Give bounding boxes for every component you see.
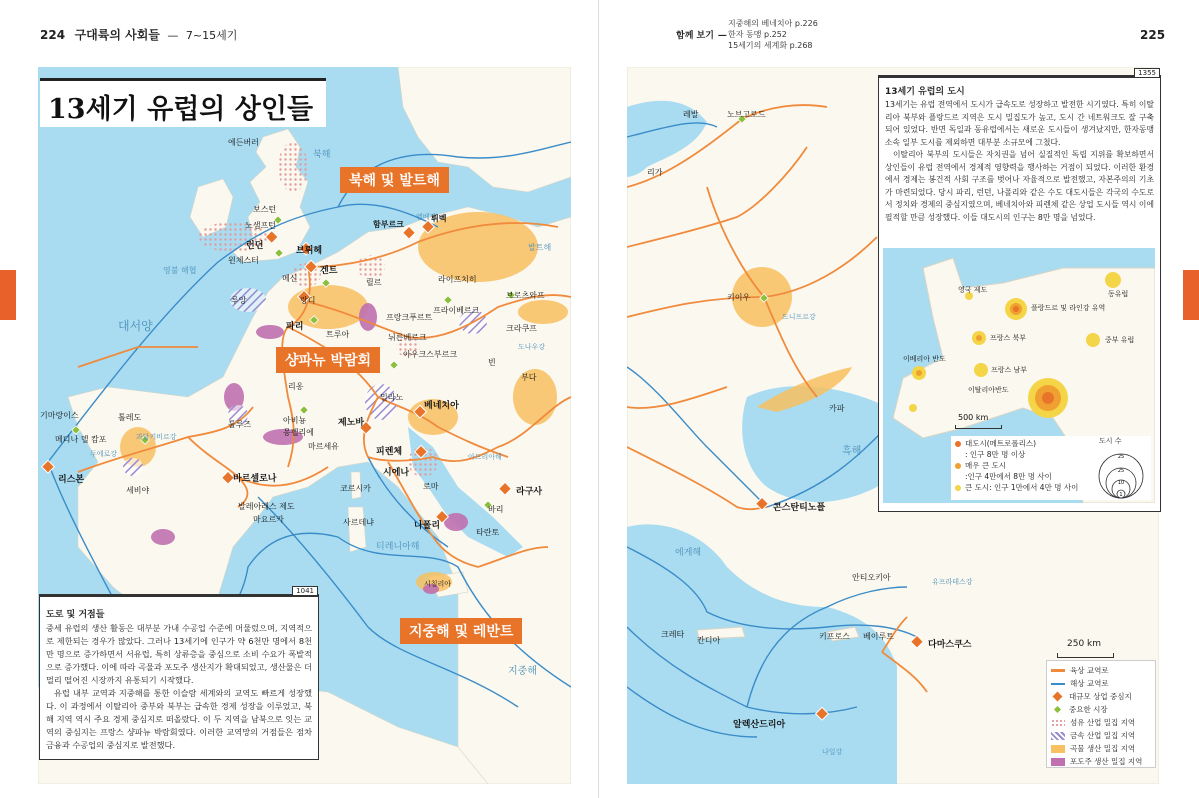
- page-number-right: 225: [1140, 28, 1166, 42]
- river-label-dnieper: 드니프르강: [782, 313, 816, 321]
- size-label: 25: [1117, 454, 1125, 460]
- city-bubble: [976, 335, 982, 341]
- inset-paragraph: 이탈리아 북부의 도시들은 자치권을 넘어 실질적인 독립 지위를 확보하면서 상인들이 유럽 전역에서 경제적 영향력을 행사하는 거점이 되었다. 이러한 환경에서 경제는 봉건적 사회 구조를 벗어나 자율적으로 발전했고, 자본주의의 기초가 마련되었다. 당시 파리, 런던, 나폴리와 같은 수도 대도시들은 각국의 수도로서 정치와 경제의 중심지였으며, 베네치아와 피렌체 같은 상업 도시들 역시 이에 필적할 만큼 성장했다. 이들 대도시의 인구는 8만 명을 넘었다.: [885, 150, 1154, 222]
- sea-label-adriatic: 아드리아해: [468, 453, 502, 461]
- city-bubble: [1013, 306, 1019, 312]
- sea-label-black-sea: 흑해: [842, 446, 862, 457]
- inset-region: 동유럽: [1108, 290, 1129, 298]
- gutter: [598, 0, 599, 798]
- city-label: 아우크스부르크: [403, 350, 458, 359]
- city-label: 나폴리: [414, 521, 441, 531]
- inset-legend-row: 큰 도시: 인구 1만에서 4만 명 사이: [955, 482, 1147, 493]
- legend-row: 포도주 생산 밀집 지역: [1051, 755, 1151, 768]
- city-label: 파리: [286, 322, 304, 332]
- city-label: 톨레도: [118, 413, 142, 422]
- city-label: 세비야: [126, 486, 150, 495]
- city-label: 메신: [282, 274, 298, 283]
- city-label: 피렌체: [376, 447, 403, 457]
- river-label-nile: 나일강: [822, 748, 843, 756]
- city-label: 바리: [488, 505, 504, 514]
- city-label: 리옹: [288, 382, 304, 391]
- see-also-refs: [728, 18, 818, 51]
- city-label: 리스본: [58, 475, 85, 485]
- city-label: 시에나: [383, 468, 410, 478]
- city-label: 레발: [683, 110, 699, 119]
- textile-zone: [278, 142, 308, 192]
- city-label: 다마스쿠스: [928, 640, 972, 650]
- chapter-title: 구대륙의 사회들: [74, 28, 160, 42]
- river-label-elbe: 엘베강: [416, 213, 437, 221]
- city-label: 마르세유: [308, 442, 339, 451]
- city-label: 윈체스터: [228, 256, 259, 265]
- wine-zone: [256, 325, 284, 339]
- inset-region: 영국 제도: [958, 286, 988, 294]
- city-label: 콘스탄티노플: [773, 503, 826, 513]
- routes-paragraph: 유럽 내부 교역과 지중해를 통한 이슬람 세계와의 교역도 빠르게 성장했다. 이 과정에서 이탈리아 중부와 북부는 급속한 경제 성장을 이루었고, 북해 지역 역시 주요 경제 중심지로 떠올랐다. 이 두 지역을 남북으로 잇는 교역의 중심지는 프랑스 샹파뉴 박람회였다. 이러한 교역망의 거점들은 점차 금융과 수공업의 중심지로 발전했다.: [46, 688, 312, 750]
- year-marker-left: 1041: [292, 586, 318, 596]
- metal-zone: [123, 458, 143, 476]
- wine-zone: [359, 303, 377, 331]
- city-bubble: [1086, 333, 1100, 347]
- city-label: 크라쿠프: [506, 324, 537, 333]
- river-label-guadalquivir: 과달키비르강: [136, 433, 177, 441]
- city-label: 릴르: [366, 278, 382, 287]
- major-center-marker: [42, 460, 55, 473]
- region-tag-north: 북해 및 발트해: [340, 167, 449, 193]
- city-label: 겐트: [320, 266, 338, 276]
- city-label: 키이우: [727, 293, 751, 302]
- legend-row: 중요한 시장: [1051, 703, 1151, 716]
- sea-label-tyrrhenian: 티레니아해: [376, 542, 420, 552]
- wine-zone: [151, 529, 175, 545]
- left-header: 224 구대륙의 사회들 — 7~15세기: [40, 28, 238, 42]
- scale-bar-right: [1057, 653, 1114, 658]
- city-label: 랑디: [300, 296, 316, 305]
- sea-label-channel: 영불 해협: [163, 266, 197, 275]
- inset-region: 프랑스 북부: [990, 334, 1027, 342]
- inset-box: [878, 69, 1161, 512]
- scale-label-right: 250 km: [1067, 639, 1102, 649]
- inset-map: [883, 248, 1155, 503]
- inset-paragraph: 13세기는 유럽 전역에서 도시가 급속도로 성장하고 발전한 시기였다. 특히 이탈리아 북부와 플랑드르 지역은 도시 밀집도가 높고, 도시 간 네트워크도 잘 구축되어 있었다. 반면 독일과 동유럽에서는 새로운 도시들이 생겨났지만, 한자동맹 소속 일부 도시를 제외하면 대부분 소규모에 그쳤다.: [885, 100, 1154, 147]
- city-label: 브뤼헤: [296, 246, 323, 256]
- city-label: 베이루트: [863, 632, 894, 641]
- city-label: 부다: [521, 373, 537, 382]
- city-label: 노브고로드: [727, 110, 766, 119]
- city-label: 런던: [246, 241, 264, 251]
- river-label-euphrates: 유프라테스강: [932, 578, 973, 586]
- inset-heading: 13세기 유럽의 도시: [885, 87, 965, 97]
- inset-legend-row: : 인구 8만 명 이상: [965, 450, 1026, 459]
- sea-label-mediterranean: 지중해: [508, 666, 537, 677]
- city-label: 노샘프턴: [245, 221, 276, 230]
- sea-label-aegean: 에게해: [675, 548, 702, 558]
- city-label: 제노바: [338, 418, 365, 428]
- city-label: 브로츠와프: [506, 291, 545, 300]
- map-title-box: [40, 78, 326, 127]
- city-label: 뤼벡: [431, 214, 447, 223]
- city-label: 마요르카: [253, 515, 284, 524]
- map-title: 13세기 유럽의 상인들: [48, 94, 314, 125]
- city-label: 타란토: [476, 528, 500, 537]
- inset-legend: [951, 436, 1151, 500]
- right-thumb-tab: [1183, 270, 1199, 320]
- land-route: [78, 347, 198, 367]
- city-label: 프랑크푸르트: [386, 313, 433, 322]
- city-label: 에든버러: [228, 138, 259, 147]
- city-label: 리가: [647, 168, 663, 177]
- city-label: 메디나 델 캄포: [55, 435, 107, 444]
- city-label: 기마랑이스: [40, 411, 79, 420]
- region-tag-champagne: 샹파뉴 박람회: [276, 347, 380, 373]
- size-label: 10: [1117, 480, 1125, 486]
- inset-region: 중부 유럽: [1105, 336, 1135, 344]
- routes-heading: 도로 및 거점들: [46, 610, 105, 620]
- city-label: 프라이베르크: [433, 306, 480, 315]
- city-bubble: [1042, 392, 1054, 404]
- grain-zone: [518, 300, 568, 324]
- city-label: 빈: [488, 358, 496, 367]
- inset-legend-row: :인구 4만에서 8만 명 사이: [965, 472, 1052, 481]
- city-label: 코르시카: [340, 484, 371, 493]
- legend-row: 금속 산업 밀집 지역: [1051, 729, 1151, 742]
- legend-row: 대규모 상업 중심지: [1051, 690, 1151, 703]
- city-bubble: [909, 404, 917, 412]
- chapter-subtitle: 7~15세기: [185, 29, 238, 42]
- city-label: 시칠리아: [424, 580, 452, 588]
- city-label: 칸디아: [697, 636, 721, 645]
- city-label: 라구사: [516, 487, 543, 497]
- legend-row: 해상 교역로: [1051, 677, 1151, 690]
- city-label: 루앙: [231, 296, 247, 305]
- routes-textbox: [39, 587, 319, 760]
- river-label-danube: 도나우강: [518, 343, 546, 351]
- region-tag-mediterranean: 지중해 및 레반트: [400, 618, 522, 644]
- city-label: 아비뇽: [283, 416, 307, 425]
- city-label: 키프로스: [819, 632, 850, 641]
- inset-region: 프랑스 남부: [991, 366, 1028, 374]
- city-label: 라이프치히: [438, 275, 477, 284]
- page-number-left: 224: [40, 28, 66, 42]
- city-label: 바르셀로나: [233, 474, 277, 484]
- inset-scale-bar: [955, 425, 1002, 429]
- ref-link[interactable]: 한자 동맹 p.252: [728, 30, 787, 39]
- city-bubble: [974, 363, 988, 377]
- city-label: 함부르크: [373, 220, 404, 229]
- city-label: 로마: [423, 482, 439, 491]
- city-label: 보스턴: [253, 205, 277, 214]
- ref-link[interactable]: 15세기의 세계화 p.268: [728, 41, 813, 50]
- city-label: 카파: [829, 404, 845, 413]
- year-marker-right: 1355: [1134, 68, 1160, 78]
- legend-row: 곡물 생산 밀집 지역: [1051, 742, 1151, 755]
- city-label: 알렉산드리아: [733, 720, 786, 730]
- size-label: 1: [1119, 492, 1123, 498]
- sea-label-north-sea: 북해: [313, 150, 331, 160]
- inset-region: 이베리아 반도: [903, 355, 946, 363]
- inset-legend-row: 매우 큰 도시: [955, 460, 1147, 471]
- city-label: 사르데냐: [343, 518, 374, 527]
- sea-label-atlantic: 대서양: [118, 319, 153, 333]
- city-label: 밀라노: [380, 393, 404, 402]
- city-label: 트루아: [326, 330, 350, 339]
- see-also-label: 함께 보기 —: [676, 31, 727, 41]
- city-label: 뉘른베르크: [388, 333, 427, 342]
- legend-row: 육상 교역로: [1051, 664, 1151, 677]
- city-label: 크레타: [661, 630, 685, 639]
- city-label: 발레아레스 제도: [238, 502, 295, 511]
- ref-link[interactable]: 지중해의 베네치아 p.226: [728, 19, 818, 28]
- inset-region: 이탈리아반도: [968, 386, 1009, 394]
- routes-paragraph: 중세 유럽의 생산 활동은 대부분 가내 수공업 수준에 머물렀으며, 지역적으로 제한되는 경우가 많았다. 그러나 13세기에 인구가 약 6천만 명에서 8천만 명으로 증가하면서 서유럽, 특히 상류층을 중심으로 소비 수요가 폭발적으로 증가했다. 이에 따라 곡물과 포도주 생산지가 확대되었고, 생산물은 더 멀리 떨어진 시장까지 유통되기 시작했다.: [46, 623, 312, 685]
- size-label: 25: [1117, 468, 1125, 474]
- inset-region: 플랑드르 및 라인강 유역: [1031, 304, 1106, 312]
- city-label: 몽펠리에: [283, 428, 314, 437]
- city-bubble: [1105, 272, 1121, 288]
- inset-legend-row: 대도시(메트로폴리스): [955, 438, 1147, 449]
- city-label: 베네치아: [424, 401, 459, 411]
- city-bubble: [916, 370, 922, 376]
- main-legend: [1046, 660, 1156, 768]
- city-label: 툴루즈: [228, 420, 252, 429]
- river-label-douro: 두에로강: [90, 450, 118, 458]
- size-legend-circles: [1096, 444, 1146, 500]
- legend-row: 섬유 산업 밀집 지역: [1051, 716, 1151, 729]
- inset-scale-label: 500 km: [958, 413, 989, 422]
- city-label: 안티오키아: [852, 573, 891, 582]
- size-legend-title: 도시 수: [1099, 437, 1122, 445]
- sea-label-baltic: 발트해: [528, 243, 552, 252]
- left-thumb-tab: [0, 270, 16, 320]
